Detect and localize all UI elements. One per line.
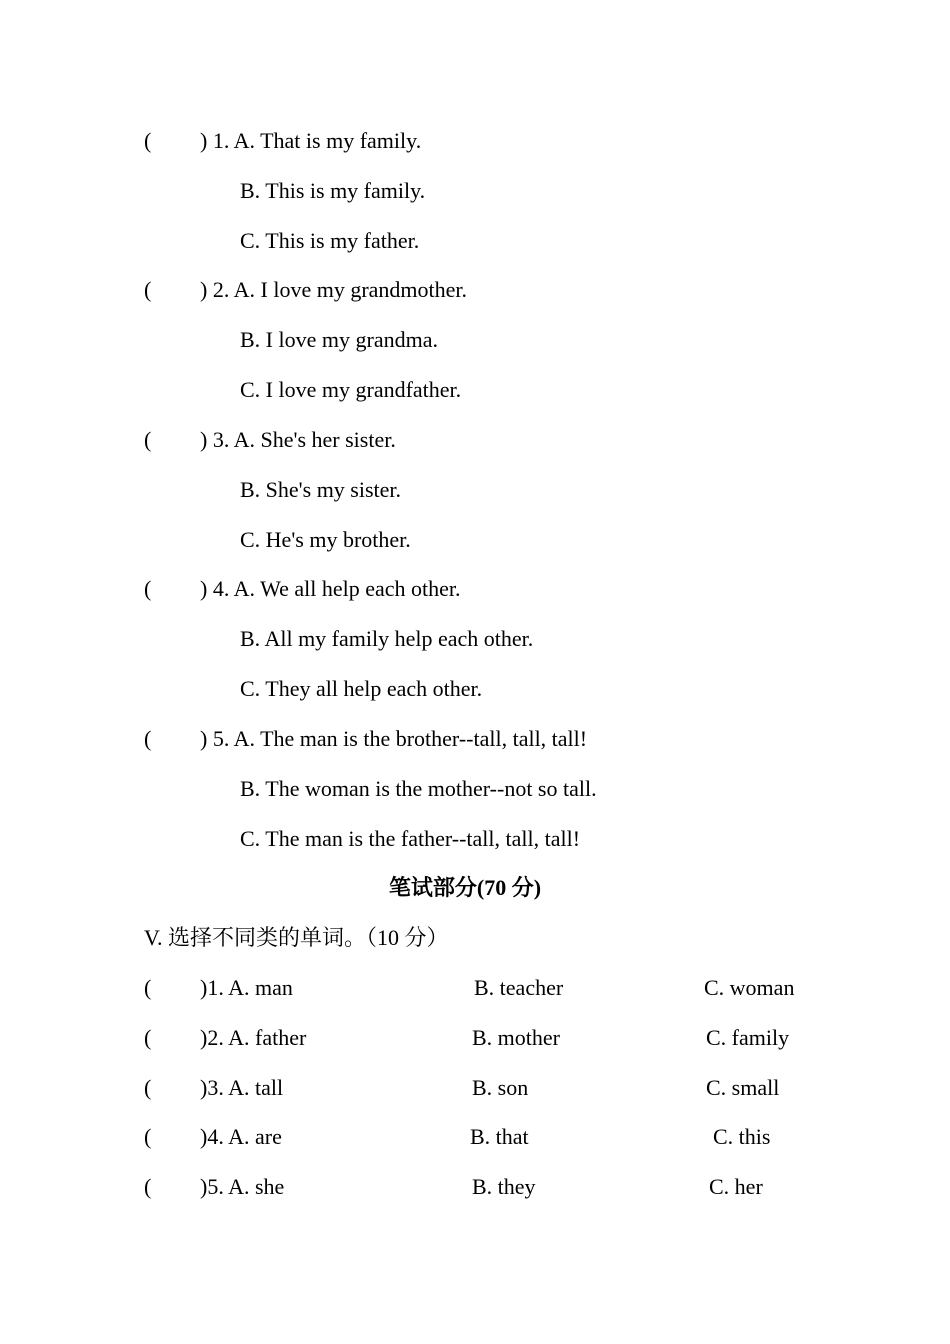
option-b: B. that — [470, 1124, 529, 1149]
option-b: B. mother — [472, 1025, 560, 1050]
option-text: B. The woman is the mother--not so tall. — [240, 776, 597, 801]
option-c: C. woman — [704, 975, 795, 1000]
option-c: C. small — [706, 1075, 780, 1100]
option-text: C. The man is the father--tall, tall, tall! — [240, 826, 581, 851]
section-v-title: V. 选择不同类的单词。（10 分） — [144, 925, 449, 950]
answer-paren: ( — [144, 128, 152, 153]
answer-paren: ( — [144, 576, 152, 601]
option-text: C. This is my father. — [240, 228, 420, 253]
option-text: B. This is my family. — [240, 178, 426, 203]
answer-paren: ( — [144, 427, 152, 452]
option-a: )2. A. father — [200, 1025, 307, 1050]
option-text: B. She's my sister. — [240, 477, 402, 502]
question-text: ) 5. A. The man is the brother--tall, tall, tall! — [200, 726, 588, 751]
answer-paren: ( — [144, 1124, 152, 1149]
option-b: B. teacher — [474, 975, 564, 1000]
option-text: C. I love my grandfather. — [240, 377, 462, 402]
option-b: B. son — [472, 1075, 529, 1100]
option-c: C. family — [706, 1025, 790, 1050]
option-text: B. I love my grandma. — [240, 327, 438, 352]
option-text: C. He's my brother. — [240, 527, 411, 552]
answer-paren: ( — [144, 975, 152, 1000]
question-text: ) 4. A. We all help each other. — [200, 576, 461, 601]
answer-paren: ( — [144, 726, 152, 751]
option-text: B. All my family help each other. — [240, 626, 534, 651]
question-text: ) 3. A. She's her sister. — [200, 427, 396, 452]
question-text: ) 1. A. That is my family. — [200, 128, 422, 153]
option-a: )5. A. she — [200, 1174, 285, 1199]
option-c: C. this — [713, 1124, 771, 1149]
answer-paren: ( — [144, 1025, 152, 1050]
option-a: )3. A. tall — [200, 1075, 284, 1100]
option-a: )4. A. are — [200, 1124, 282, 1149]
option-text: C. They all help each other. — [240, 676, 483, 701]
option-a: )1. A. man — [200, 975, 293, 1000]
answer-paren: ( — [144, 1075, 152, 1100]
written-section-heading: 笔试部分(70 分) — [388, 875, 542, 900]
option-b: B. they — [472, 1174, 536, 1199]
answer-paren: ( — [144, 277, 152, 302]
option-c: C. her — [709, 1174, 763, 1199]
question-text: ) 2. A. I love my grandmother. — [200, 277, 468, 302]
answer-paren: ( — [144, 1174, 152, 1199]
